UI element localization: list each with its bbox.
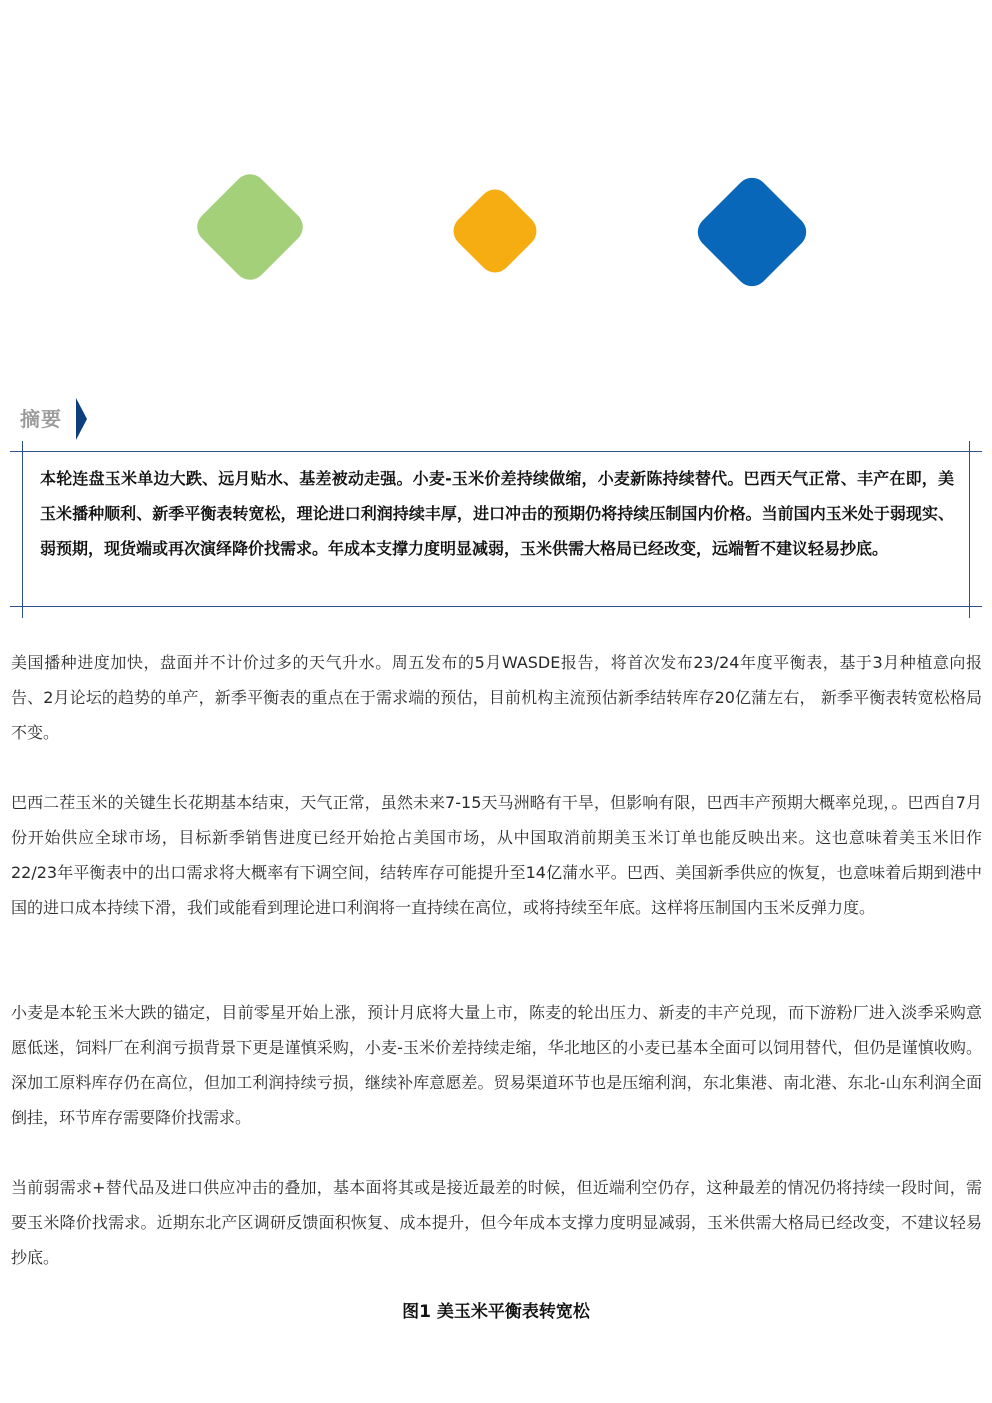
body-paragraph-3: 小麦是本轮玉米大跌的锚定，目前零星开始上涨，预计月底将大量上市，陈麦的轮出压力、新麦的丰产兑现，而下游粉厂进入淡季采购意愿低迷，饲料厂在利润亏损背景下更是谨慎采购，小麦-玉米价差持续走缩，华北地区的小麦已基本全面可以饲用替代，但仍是谨慎收购。深加工原料库存仍在高位，但加工利润持续亏损，继续补库意愿差。贸易渠道环节也是压缩利润，东北集港、南北港、东北-山东利润全面倒挂，环节库存需要降价找需求。 (11, 1003, 982, 1127)
summary-right-rule (969, 441, 970, 618)
body-paragraph-2: 巴西二茬玉米的关键生长花期基本结束，天气正常，虽然未来7-15天马洲略有干旱，但影响有限，巴西丰产预期大概率兑现，。巴西自7月份开始供应全球市场，目标新季销售进度已经开始抢占美国市场，从中国取消前期美玉米订单也能反映出来。这也意味着美玉米旧作22/23年平衡表中的出口需求将大概率有下调空间，结转库存可能提升至14亿蒲水平。巴西、美国新季供应的恢复，也意味着后期到港中国的进口成本持续下滑，我们或能看到理论进口利润将一直持续在高位，或将持续至年底。这样将压制国内玉米反弹力度。 (11, 793, 982, 917)
blue-diamond-decoration (691, 171, 813, 293)
figure-caption: 图1 美玉米平衡表转宽松 (402, 1302, 590, 1322)
summary-text: 本轮连盘玉米单边大跌、远月贴水、基差被动走强。小麦-玉米价差持续做缩，小麦新陈持续替代。巴西天气正常、丰产在即，美玉米播种顺利、新季平衡表转宽松，理论进口利润持续丰厚，进口冲击的预期仍将持续压制国内价格。当前国内玉米处于弱现实、弱预期，现货端或再次演绎降价找需求。年成本支撑力度明显减弱，玉米供需大格局已经改变，远端暂不建议轻易抄底。 (40, 469, 954, 558)
green-diamond-decoration (191, 168, 310, 287)
summary-bottom-rule (10, 606, 982, 607)
summary-heading: 摘要 (20, 407, 62, 431)
summary-left-rule (22, 441, 23, 618)
summary-top-rule (10, 451, 982, 452)
body-paragraph-4: 当前弱需求+替代品及进口供应冲击的叠加，基本面将其或是接近最差的时候，但近端利空仍存，这种最差的情况仍将持续一段时间，需要玉米降价找需求。近期东北产区调研反馈面积恢复、成本提升，但今年成本支撑力度明显减弱，玉米供需大格局已经改变，不建议轻易抄底。 (11, 1178, 982, 1267)
orange-diamond-decoration (447, 183, 543, 279)
arrow-right-icon (76, 398, 87, 440)
body-paragraph-1: 美国播种进度加快，盘面并不计价过多的天气升水。周五发布的5月WASDE报告，将首次发布23/24年度平衡表，基于3月种植意向报告、2月论坛的趋势的单产，新季平衡表的重点在于需求端的预估，目前机构主流预估新季结转库存20亿蒲左右， 新季平衡表转宽松格局不变。 (11, 653, 982, 742)
